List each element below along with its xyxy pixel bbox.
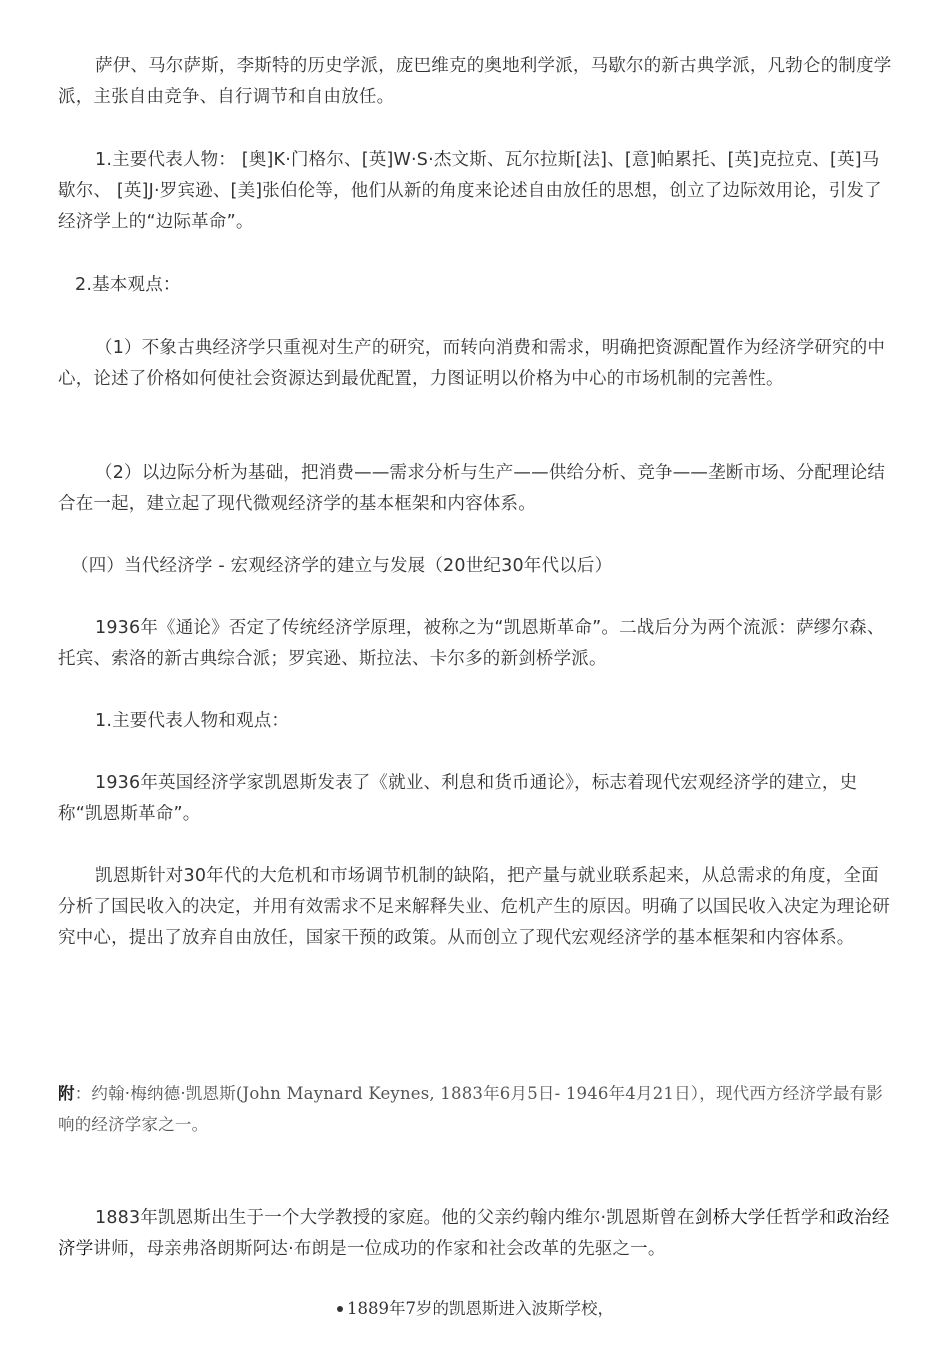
- bio-text-2: 任哲学和: [765, 1208, 837, 1228]
- paragraph-schools: 萨伊、马尔萨斯，李斯特的历史学派，庞巴维克的奥地利学派，马歇尔的新古典学派，凡勃仑的制度学派，主张自由竞争、自行调节和自由放任。: [58, 56, 892, 107]
- paragraph-biography: [58, 1203, 894, 1265]
- appendix-text: ：约翰·梅纳德·凯恩斯(John Maynard Keynes, 1883年6月5日- 1946年4月21日），现代西方经济学最有影响的经济学家之一。: [58, 1084, 883, 1134]
- paragraph-appendix: [58, 1078, 894, 1140]
- heading-representatives-views: 1.主要代表人物和观点：: [95, 711, 290, 731]
- appendix-label: 附: [58, 1084, 75, 1103]
- link-political-economy[interactable]: 政治经济学: [58, 1208, 890, 1259]
- paragraph-view-1: （1）不象古典经济学只重视对生产的研究，而转向消费和需求，明确把资源配置作为经济学研究的中心，论述了价格如何使社会资源达到最优配置，力图证明以价格为中心的市场机制的完善性。: [58, 338, 886, 389]
- section-heading-macroeconomics: （四）当代经济学 - 宏观经济学的建立与发展（20世纪30年代以后）: [71, 556, 613, 576]
- heading-basic-views: 2.基本观点：: [75, 275, 181, 295]
- link-cambridge-university[interactable]: 剑桥大学: [694, 1208, 766, 1228]
- paragraph-keynes-publication: 1936年英国经济学家凯恩斯发表了《就业、利息和货币通论》，标志着现代宏观经济学的建立，史称“凯恩斯革命”。: [58, 773, 858, 824]
- paragraph-view-2: （2）以边际分析为基础，把消费——需求分析与生产——供给分析、竞争——垄断市场、分配理论结合在一起，建立起了现代微观经济学的基本框架和内容体系。: [58, 463, 886, 514]
- bullet-icon: [337, 1306, 343, 1312]
- paragraph-representatives: 1.主要代表人物： [奥]K·门格尔、[英]W·S·杰文斯、瓦尔拉斯[法]、[意]帕累托、[英]克拉克、[英]马歇尔、 [英]J·罗宾逊、[美]张伯伦等，他们从新的角度来论述自由放任的思想，创立了边际效用论，引发了经济学上的“边际革命”。: [58, 150, 882, 232]
- bio-text-1: 1883年凯恩斯出生于一个大学教授的家庭。他的父亲约翰内维尔·凯恩斯曾在: [95, 1208, 695, 1228]
- bullet-list-item: [0, 1295, 951, 1319]
- paragraph-general-theory: 1936年《通论》否定了传统经济学原理，被称之为“凯恩斯革命”。二战后分为两个流派：萨缪尔森、托宾、索洛的新古典综合派；罗宾逊、斯拉法、卡尔多的新剑桥学派。: [58, 618, 885, 669]
- paragraph-keynes-analysis: 凯恩斯针对30年代的大危机和市场调节机制的缺陷，把产量与就业联系起来，从总需求的角度，全面分析了国民收入的决定，并用有效需求不足来解释失业、危机产生的原因。明确了以国民收入决定为理论研究中心，提出了放弃自由放任，国家干预的政策。从而创立了现代宏观经济学的基本框架和内容体系。: [58, 866, 890, 948]
- bullet-text: 1889年7岁的凯恩斯进入波斯学校，: [347, 1299, 614, 1318]
- bio-text-3: 讲师，母亲弗洛朗斯阿达·布朗是一位成功的作家和社会改革的先驱之一。: [93, 1239, 666, 1259]
